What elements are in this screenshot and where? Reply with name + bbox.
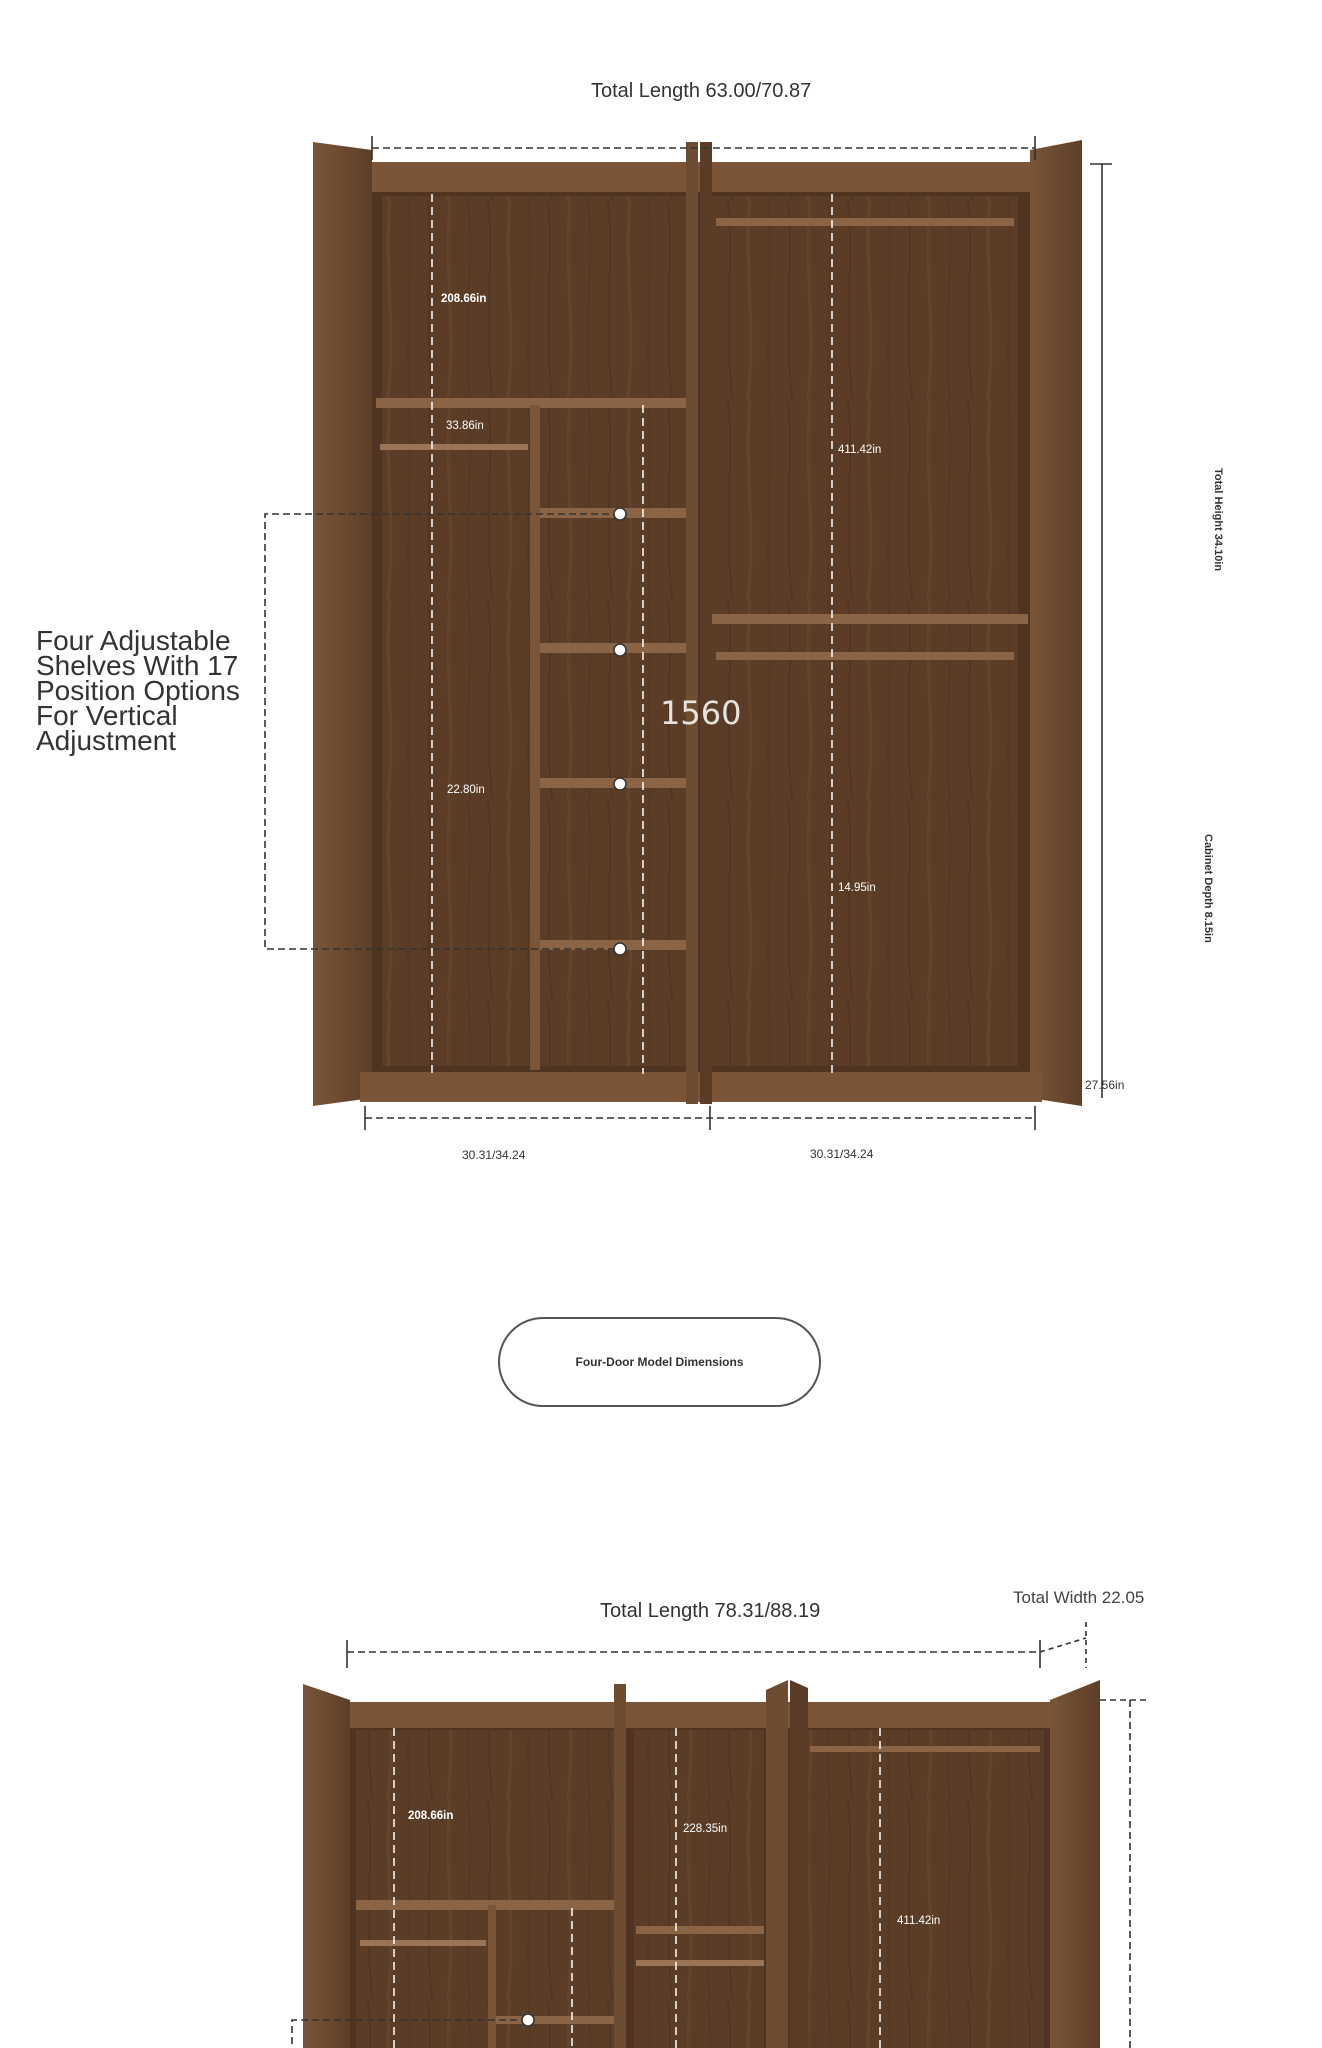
dim4-right: 411.42in <box>897 1915 941 1927</box>
left-door <box>313 142 372 1106</box>
dim-right-top: 411.42in <box>838 444 882 456</box>
total-length-label-4door: Total Length 78.31/88.19 <box>600 1600 821 1622</box>
shelf-2 <box>540 643 686 653</box>
watermark: 1560 <box>660 694 742 732</box>
right-width-label: 30.31/34.24 <box>810 1147 874 1161</box>
center-door-right-edge <box>700 142 712 1104</box>
four-door-dimensions-button[interactable]: Four-Door Model Dimensions <box>498 1317 821 1407</box>
cabinet-depth-label: Cabinet Depth 8.15in <box>1202 834 1214 943</box>
dim-right-bottom: 14.95in <box>838 882 876 894</box>
total-width-label: Total Width 22.05 <box>1013 1588 1145 1607</box>
right-door-4 <box>1050 1680 1100 2048</box>
center-door-left-edge <box>686 142 698 1104</box>
total-length-label-3door: Total Length 63.00/70.87 <box>591 80 812 102</box>
dim4-middle: 228.35in <box>683 1823 728 1835</box>
shelf-3 <box>540 778 686 788</box>
depth-value-label: 27.56in <box>1085 1078 1125 1092</box>
four-door-wardrobe <box>303 1680 1100 2048</box>
right-door <box>1030 140 1082 1106</box>
dim-top-left: 208.66in <box>441 293 487 305</box>
shelf-1 <box>540 508 686 518</box>
dim-hanger-gap: 33.86in <box>446 420 484 432</box>
three-door-wardrobe <box>313 140 1082 1106</box>
left-door-4 <box>303 1684 350 2048</box>
left-width-label: 30.31/34.24 <box>462 1148 526 1162</box>
dim4-top-left: 208.66in <box>408 1810 454 1822</box>
adjustable-shelves-callout: Four Adjustable Shelves With 17 Position Options For Vertical Adjustment <box>36 625 240 756</box>
dim-left-long: 22.80in <box>447 784 485 796</box>
total-height-label: Total Height 34.10in <box>1212 468 1224 572</box>
